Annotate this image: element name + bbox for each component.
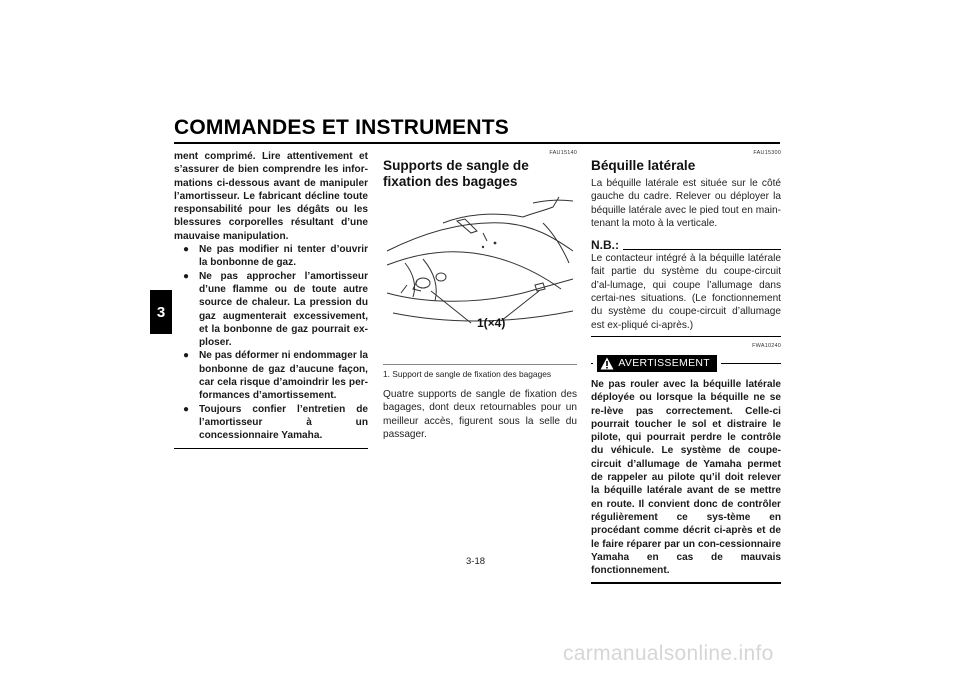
warning-end-rule bbox=[591, 582, 781, 584]
sidestand-description: La béquille latérale est située sur le côté gauche du cadre. Relever ou déployer la béquille latérale avec le pied tout en main-tenant la moto à la verticale. bbox=[591, 178, 781, 229]
header-rule bbox=[174, 142, 780, 144]
luggage-straps-description: Quatre supports de sangle de fixation des bagages, dont deux retournables pour un meilleur accès, figurent sous la selle du passager. bbox=[383, 389, 577, 440]
column-1 bbox=[174, 150, 368, 449]
list-item: ● Ne pas déformer ni endommager la bonbonne de gaz d’aucune façon, car cela risque d’amoindrir les per-formances d’amortissement. bbox=[183, 350, 368, 402]
bullet-dot-icon: ● bbox=[183, 350, 190, 362]
bullet-dot-icon: ● bbox=[183, 270, 190, 282]
figure-callout-label: 1(×4) bbox=[477, 316, 506, 330]
list-item: ● Ne pas modifier ni tenter d’ouvrir la bonbonne de gaz. bbox=[183, 244, 368, 269]
page-header-title: COMMANDES ET INSTRUMENTS bbox=[174, 116, 509, 139]
luggage-strap-hooks-illustration bbox=[383, 193, 577, 361]
note-rule bbox=[623, 249, 781, 250]
warning-label: AVERTISSEMENT bbox=[618, 357, 710, 370]
section-title-luggage-straps: Supports de sangle de fixation des bagages bbox=[383, 158, 529, 189]
warning-text: Ne pas rouler avec la béquille latérale déployée ou lorsque la béquille ne se re-lève pas correctement. Celle-ci pourrait toucher le sol et distraire le pilote, qui pourrait perdre le contrôle du véhicule. Le système de coupe-circuit d’allumage de Yamaha permet de rappeler au pilote qu’il doit relever la béquille latérale avant de se mettre en route. Il convient donc de contrôler régulièrement ce sys-tème en procédant comme décrit ci-après et de le faire réparer par un con-cessionnaire Yamaha en cas de mauvais fonctionnement. bbox=[591, 378, 781, 577]
list-item: ● Toujours confier l’entretien de l’amortisseur à un concessionnaire Yamaha. bbox=[183, 403, 368, 442]
warning-end-rule bbox=[174, 448, 368, 450]
warning-bullet-list bbox=[174, 243, 368, 442]
warning-badge bbox=[597, 355, 717, 372]
warning-rule bbox=[591, 363, 593, 364]
page-number: 3-18 bbox=[466, 556, 486, 567]
figure-caption: 1. Support de sangle de fixation des bagages bbox=[383, 364, 577, 380]
column-2 bbox=[383, 150, 577, 441]
section-title-sidestand: Béquille latérale bbox=[591, 158, 696, 173]
note-header bbox=[591, 238, 781, 252]
bullet-dot-icon: ● bbox=[183, 403, 190, 415]
section-code: FAU15300 bbox=[753, 150, 781, 156]
column-3 bbox=[591, 150, 781, 584]
watermark-text: carmanualsonline.info bbox=[563, 642, 774, 665]
note-label: N.B.: bbox=[591, 238, 619, 253]
warning-rule-right bbox=[721, 363, 781, 364]
list-item: ● Ne pas approcher l’amortisseur d’une flamme ou de toute autre source de chaleur. La pression du gaz augmenterait excessivement, et la bonbonne de gaz pourrait ex-ploser. bbox=[183, 270, 368, 349]
chapter-tab-number: 3 bbox=[156, 303, 166, 321]
section-code: FAU15140 bbox=[549, 150, 577, 156]
motorcycle-rear-seat-drawing bbox=[383, 193, 577, 361]
note-box bbox=[591, 252, 781, 337]
warning-header bbox=[591, 355, 781, 372]
bullet-dot-icon: ● bbox=[183, 244, 190, 256]
warning-triangle-icon bbox=[600, 357, 614, 370]
note-text: Le contacteur intégré à la béquille latérale fait partie du système du coupe-circuit d’al-lumage, qui coupe l’allumage dans certai-nes situations. (Le fonctionnement du système du coupe-circuit d’allumage est ex-pliqué ci-après.) bbox=[591, 253, 781, 331]
warning-code: FWA10240 bbox=[752, 342, 781, 349]
warning-continuation-text: ment comprimé. Lire attentivement et s’assurer de bien comprendre les infor-mations ci-dessous avant de manipuler l’amortisseur. Le fabricant décline toute responsabilité pour les dégâts ou les blessures corporelles résultant d’une mauvaise manipulation. bbox=[174, 151, 368, 242]
